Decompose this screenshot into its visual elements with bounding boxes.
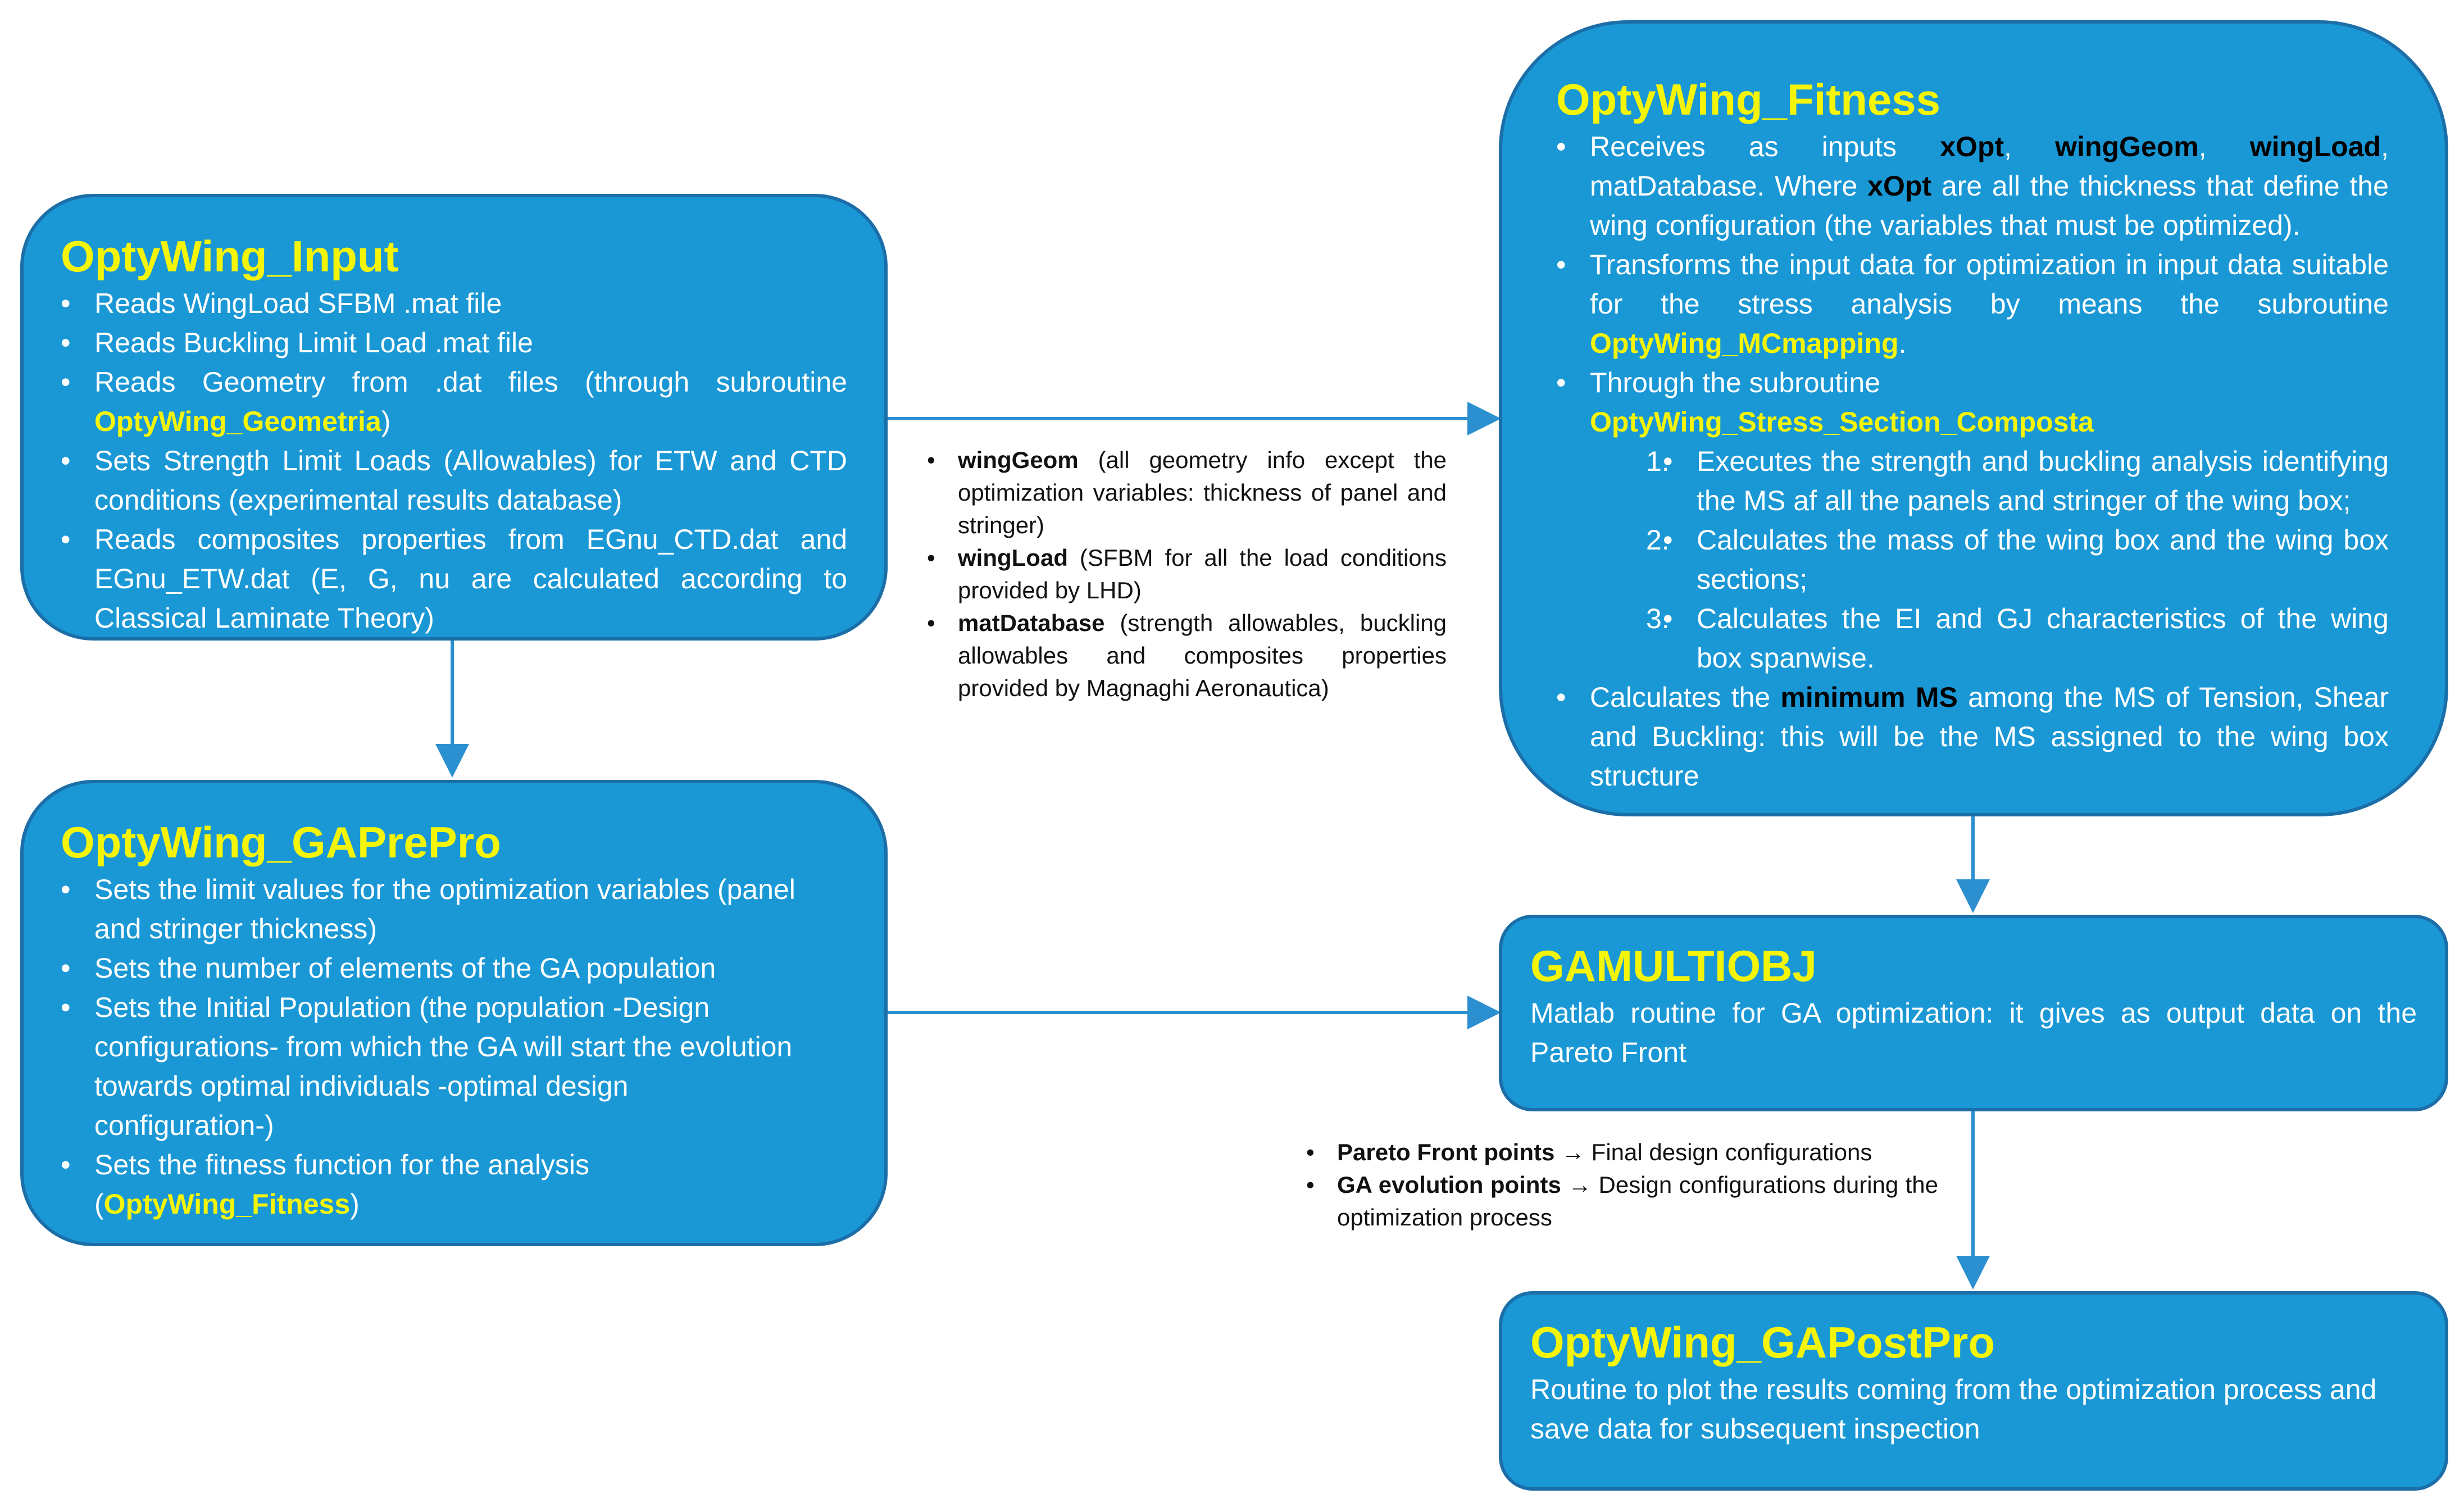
list-item: • Reads Geometry from .dat files (through subroutine OptyWing_Geometria): [94, 362, 847, 441]
list-item: • matDatabase (strength allowables, buckling allowables and composites properties provided by Magnaghi Aeronautica): [958, 607, 1447, 705]
numbered-item: • 2. Calculates the mass of the wing box and the wing box sections;: [1697, 520, 2389, 599]
list-item: • Sets the number of elements of the GA population: [94, 948, 797, 988]
gamultiobj-box-title: GAMULTIOBJ: [1530, 941, 1817, 991]
outputs-note-list: [1303, 1136, 1938, 1234]
fitness-box-list: [1556, 127, 2389, 796]
numbered-item: • 1. Executes the strength and buckling analysis identifying the MS af all the panels and stringer of the wing box;: [1697, 442, 2389, 520]
list-item: • Sets the Initial Population (the population -Design configurations- from which the GA will start the evolution towards optimal individuals -optimal design configuration-): [94, 988, 797, 1145]
gamultiobj-box: [1499, 915, 2448, 1111]
numbered-item: • 3. Calculates the EI and GJ characteristics of the wing box spanwise.: [1697, 599, 2389, 678]
list-item: • Receives as inputs xOpt, wingGeom, wingLoad, matDatabase. Where xOpt are all the thickness that define the wing configuration (the variables that must be optimized).: [1590, 127, 2389, 245]
fitness-box: [1499, 20, 2448, 816]
inputs-note: [924, 444, 1447, 705]
input-box-list: [61, 284, 847, 638]
postpro-box: [1499, 1291, 2448, 1491]
list-item: • wingLoad (SFBM for all the load conditions provided by LHD): [958, 542, 1447, 607]
preprocess-box: [20, 780, 888, 1246]
preprocess-box-title: OptyWing_GAPrePro: [61, 818, 501, 867]
list-item: • wingGeom (all geometry info except the optimization variables: thickness of panel and stringer): [958, 444, 1447, 542]
list-item: • Sets the limit values for the optimization variables (panel and stringer thickness): [94, 870, 797, 948]
gamultiobj-box-desc: Matlab routine for GA optimization: it gives as output data on the Pareto Front: [1530, 997, 2417, 1068]
fitness-function-name: OptyWing_Fitness: [103, 1188, 351, 1220]
input-box-title: OptyWing_Input: [61, 231, 399, 281]
list-item: • Sets Strength Limit Loads (Allowables) for ETW and CTD conditions (experimental results database): [94, 441, 847, 520]
mcmapping-subroutine-name: OptyWing_MCmapping: [1590, 328, 1899, 359]
input-box: [20, 194, 888, 641]
preprocess-box-list: [61, 870, 847, 1224]
list-item: • Transforms the input data for optimization in input data suitable for the stress analysis by means the subroutine OptyWing_MCmapping.: [1590, 245, 2389, 363]
list-item: • Reads WingLoad SFBM .mat file: [94, 284, 847, 323]
inputs-note-list: [924, 444, 1447, 705]
postpro-box-title: OptyWing_GAPostPro: [1530, 1318, 1995, 1367]
postpro-box-desc: Routine to plot the results coming from the optimization process and save data for subsequent inspection: [1530, 1374, 2377, 1445]
geometria-subroutine-name: OptyWing_Geometria: [94, 406, 381, 437]
stress-section-subroutine-name: OptyWing_Stress_Section_Composta: [1590, 406, 2094, 438]
list-item: • Calculates the minimum MS among the MS of Tension, Shear and Buckling: this will be the MS assigned to the wing box structure: [1590, 678, 2389, 796]
list-item: • Reads composites properties from EGnu_CTD.dat and EGnu_ETW.dat (E, G, nu are calculated according to Classical Laminate Theory): [94, 520, 847, 638]
list-item: • Sets the fitness function for the analysis (OptyWing_Fitness): [94, 1145, 797, 1224]
outputs-note: [1303, 1136, 1938, 1234]
list-item: • Pareto Front points → Final design configurations: [1337, 1136, 1938, 1169]
list-item: • Through the subroutine OptyWing_Stress_Section_Composta • 1. Executes the strength and buckling analysis identifying the MS af all the panels and stringer of the wing box; • 2. Calculates the mass of the wing box and the wing box sections; • 3. Calculates the EI and GJ characteristics of the wing box spanwise.: [1590, 363, 2389, 678]
fitness-sub-list: [1590, 442, 2389, 678]
fitness-box-title: OptyWing_Fitness: [1556, 75, 1941, 124]
list-item: • Reads Buckling Limit Load .mat file: [94, 323, 847, 362]
list-item: • GA evolution points → Design configurations during the optimization process: [1337, 1169, 1938, 1234]
